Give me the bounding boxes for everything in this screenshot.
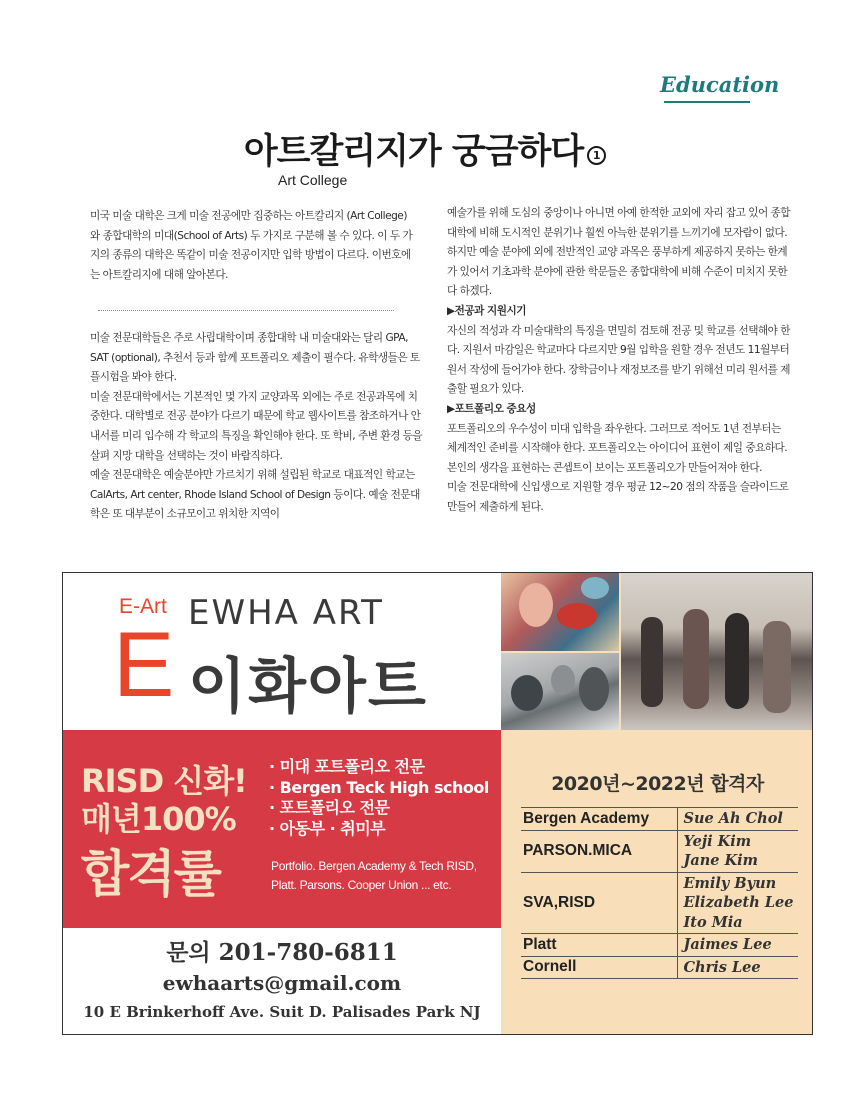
ad-pass-title: 2020년~2022년 합격자: [551, 773, 764, 795]
ad-email[interactable]: ewhaarts@gmail.com: [162, 971, 402, 995]
names-cell: [677, 956, 798, 979]
artwork-photo: [501, 653, 619, 730]
artwork-photo: [501, 573, 619, 651]
ad-photo-collage: [501, 573, 813, 730]
ad-phone[interactable]: 문의 201-780-6811: [166, 939, 398, 966]
section-rule: [664, 101, 750, 103]
article-title: [0, 124, 850, 174]
ad-headline-line3: 합격률: [81, 845, 220, 903]
article-subtitle: Art College: [278, 172, 348, 188]
body-paragraph: 예술 전문대학은 예술분야만 가르치기 위해 설립된 학교로 대표적인 학교는 CalArts, Art center, Rhode Island School of Design 등이다. 예술 전문대학은 또 대부분이 소규모이고 위치한 지역이: [90, 469, 420, 521]
table-row: [521, 934, 798, 957]
school-cell: Bergen Academy: [521, 808, 677, 831]
body-paragraph: 포트폴리오의 우수성이 미대 입학을 좌우한다. 그러므로 적어도 1년 전부터는 체계적인 준비를 시작해야 한다. 포트폴리오는 아이디어 표현이 제일 중요하다. 본인의 생각을 표현하는 콘셉트이 보이는 포트폴리오가 만들어져야 한다.: [447, 422, 788, 474]
table-row: [521, 830, 798, 872]
student-name: Chris Lee: [683, 958, 761, 976]
ad-pass-table: [521, 807, 798, 979]
ad-bullet-list: [269, 757, 494, 839]
ad-portfolio-note: Portfolio. Bergen Academy & Tech RISD, Platt. Parsons. Cooper Union ... etc.: [271, 859, 477, 892]
ad-logo-letter: E: [113, 614, 175, 716]
body-paragraph: 미술 전문대학들은 주로 사립대학이며 종합대학 내 미술대와는 달리 GPA, SAT (optional), 추천서 등과 함께 포트폴리오 제출이 필수다. 유학생들은 토플시험을 봐야 한다.: [90, 332, 420, 384]
ad-bullet-item: · Bergen Teck High school: [269, 778, 494, 799]
school-cell: Cornell: [521, 956, 677, 979]
table-row: [521, 808, 798, 831]
dotted-divider: [98, 310, 394, 311]
student-name: Ito Mia: [683, 913, 743, 931]
table-row: [521, 956, 798, 979]
ad-name-english: EWHA ART: [188, 593, 384, 633]
advertisement-ewha-art: [62, 572, 813, 1035]
ad-address: 10 E Brinkerhoff Ave. Suit D. Palisades Park NJ: [83, 1003, 481, 1021]
subheading-portfolio: ▶포트폴리오 중요성: [447, 402, 536, 415]
ad-headline-line1: RISD 신화!: [81, 762, 247, 800]
student-name: Elizabeth Lee: [683, 894, 794, 911]
article-title-text: 아트칼리지가 궁금하다: [243, 132, 584, 172]
school-cell: SVA,RISD: [521, 872, 677, 934]
names-cell: [677, 934, 798, 957]
student-name: Jaimes Lee: [683, 936, 772, 953]
ad-logo-small: E-Art: [119, 595, 167, 618]
ad-contact-block: [63, 938, 501, 1026]
ad-bullet-item: · 미대 포트폴리오 전문: [269, 757, 494, 778]
article-column-right: [447, 204, 792, 518]
names-cell: [677, 808, 798, 831]
school-cell: Platt: [521, 934, 677, 957]
intro-paragraph: 미국 미술 대학은 크게 미술 전공에만 집중하는 아트칼리지 (Art College)와 종합대학의 미대(School of Arts) 두 가지로 구분해 볼 수 있다. 이 두 가지의 종류의 대학은 똑같이 미술 전공이지만 입학 방법이 다르다. 이번호에는 아트칼리지에 대해 알아본다.: [90, 210, 413, 281]
title-number-badge: 1: [587, 146, 606, 165]
body-paragraph: 자신의 적성과 각 미술대학의 특징을 면밀히 검토해 전공 및 학교를 선택해야 한다. 지원서 마감일은 학교마다 다르지만 9월 입학을 원할 경우 전년도 11월부터 원서 작성에 들어가야 한다. 장학금이나 재정보조를 받기 위해선 미리 원서를 제출할 필요가 있다.: [447, 324, 791, 396]
body-paragraph: 예술가를 위해 도심의 중앙이나 아니면 아예 한적한 교외에 자리 잡고 있어 종합대학에 비해 도시적인 분위기나 훨씬 아늑한 분위기를 느끼기에 모자람이 없다. 하지만 예술 분야에 외에 전반적인 교양 과목은 풍부하게 제공하지 못하는 한계가 있어서 기초과학 분야에 관한 학문들은 종합대학에 비해 수준이 미치지 못한다 하겠다.: [447, 207, 791, 298]
student-name: Yeji Kim: [683, 832, 752, 850]
school-cell: PARSON.MICA: [521, 830, 677, 872]
article-column-left: [90, 329, 425, 525]
ad-name-korean: 이화아트: [188, 652, 428, 722]
subheading-major: ▶전공과 지원시기: [447, 304, 526, 317]
student-name: Emily Byun: [683, 874, 777, 892]
section-label: Education: [660, 72, 780, 97]
ad-bullet-item: · 포트폴리오 전문: [269, 798, 494, 819]
student-name: Sue Ah Chol: [683, 810, 783, 827]
ad-headline-line2: 매년100%: [81, 800, 236, 838]
body-paragraph: 미술 전문대학에 신입생으로 지원할 경우 평균 12~20 점의 작품을 슬라이드로 만들어 제출하게 된다.: [447, 481, 789, 513]
ad-bullet-item: · 아동부 · 취미부: [269, 819, 494, 840]
names-cell: [677, 872, 798, 934]
student-name: Jane Kim: [683, 852, 759, 869]
gallery-photo: [621, 573, 813, 730]
body-paragraph: 미술 전문대학에서는 기본적인 몇 가지 교양과목 외에는 주로 전공과목에 치중한다. 대학별로 전공 분야가 다르기 때문에 학교 웹사이트를 참조하거나 안내서를 미리 입수해 각 학교의 특징을 확인해야 한다. 또 학비, 주변 환경 등을 살펴 지망 대학을 선택하는 것이 바람직하다.: [90, 390, 423, 462]
table-row: [521, 872, 798, 934]
names-cell: [677, 830, 798, 872]
